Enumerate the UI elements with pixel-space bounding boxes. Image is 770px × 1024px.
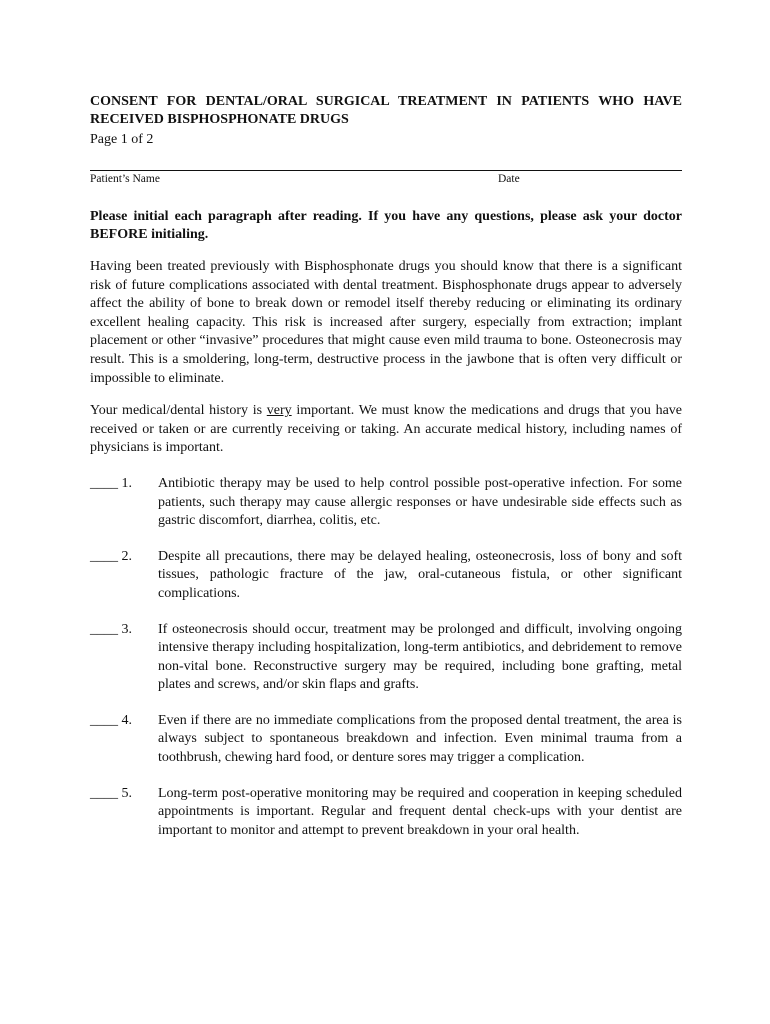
initial-blank-4[interactable]: ____ 4. — [90, 712, 132, 728]
consent-item-1 — [90, 475, 682, 531]
page-indicator: Page 1 of 2 — [90, 132, 154, 147]
consent-item-2 — [90, 548, 682, 604]
consent-item-3 — [90, 621, 682, 695]
signature-line[interactable] — [90, 170, 682, 191]
consent-item-text-1: Antibiotic therapy may be used to help control possible post-operative infection. For some patients, such therapy may cause allergic responses or have undesirable side effects such as gastric discomfort, diarrhea, colitis, etc. — [158, 475, 682, 529]
instruction-text: Please initial each paragraph after reading. If you have any questions, please ask your doctor BEFORE initialing. — [90, 209, 682, 242]
document-title: CONSENT FOR DENTAL/ORAL SURGICAL TREATMENT IN PATIENTS WHO HAVE RECEIVED BISPHOSPHONATE DRUGS — [90, 94, 682, 127]
initial-blank-3[interactable]: ____ 3. — [90, 621, 132, 637]
initial-blank-2[interactable]: ____ 2. — [90, 548, 132, 564]
consent-item-text-3: If osteonecrosis should occur, treatment may be prolonged and difficult, involving ongoing intensive therapy including hospitalization, long-term antibiotics, and debridement to remove non-vital bone. Reconstructive surgery may be required, including bone grafting, metal plates and screws, and/or skin flaps and grafts. — [158, 621, 682, 693]
history-text-after: important. We must know the medications and drugs that you have received or taken or are currently receiving or taking. An accurate medical history, including names of physicians is important. — [90, 403, 682, 456]
consent-form-page — [90, 93, 682, 840]
intro-paragraph: Having been treated previously with Bisphosphonate drugs you should know that there is a significant risk of future complications associated with dental treatment. Bisphosphonate drugs appear to adversely affect the ability of bone to break down or remodel itself thereby reducing or eliminating its ordinary excellent healing capacity. This risk is increased after surgery, especially from extraction; implant placement or other “invasive” procedures that might cause even mild trauma to bone. Osteonecrosis may result. This is a smoldering, long-term, destructive process in the jawbone that is often very difficult or impossible to eliminate. — [90, 259, 682, 386]
consent-item-text-4: Even if there are no immediate complications from the proposed dental treatment, the area is always subject to spontaneous breakdown and infection. Even minimal trauma from a toothbrush, chewing hard food, or denture sores may trigger a complication. — [158, 712, 682, 766]
history-emphasis: very — [266, 403, 292, 419]
consent-item-4 — [90, 712, 682, 768]
consent-item-text-2: Despite all precautions, there may be delayed healing, osteonecrosis, loss of bony and soft tissues, pathologic fracture of the jaw, oral-cutaneous fistula, or other significant complications. — [158, 548, 682, 601]
consent-item-5 — [90, 785, 682, 841]
initial-blank-5[interactable]: ____ 5. — [90, 785, 132, 801]
history-paragraph — [90, 402, 682, 458]
consent-item-text-5: Long-term post-operative monitoring may be required and cooperation in keeping scheduled appointments is important. Regular and frequent dental check-ups with your dentist are important to monitor and attempt to prevent breakdown in your oral health. — [158, 785, 682, 838]
date-label: Date — [498, 173, 520, 185]
patient-name-label: Patient’s Name — [90, 173, 160, 185]
history-text-before: Your medical/dental history is — [90, 403, 267, 419]
initial-blank-1[interactable]: ____ 1. — [90, 475, 132, 491]
